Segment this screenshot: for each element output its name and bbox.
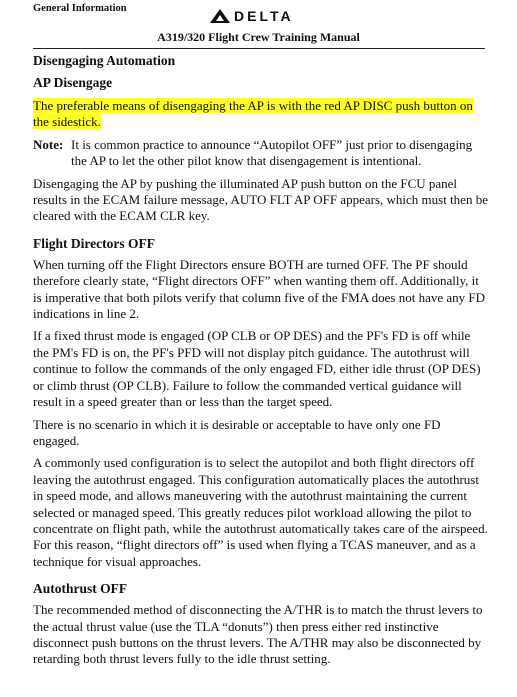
delta-widget-icon	[210, 9, 230, 23]
delta-logo	[210, 8, 294, 24]
note-text: It is common practice to announce “Autopilot OFF” just prior to disengaging the AP to let the other pilot know that disengagement is intentional.	[71, 136, 473, 169]
ap-disengage-heading: AP Disengage	[33, 75, 113, 90]
highlighted-text: The preferable means of disengaging the AP is with the red AP DISC push button on the sidestick.	[33, 98, 473, 130]
section-label: General Information	[33, 3, 127, 14]
flight-directors-paragraph-2: If a fixed thrust mode is engaged (OP CLB or OP DES) and the PF's FD is off while the PM's FD is on, the PF's PFD will not display pitch guidance. The autothrust will continue to follow the commands of the only engaged FD, either idle thrust (OP DES) or climb thrust (OP CLB). Failure to follow the commanded vertical guidance will result in a speed greater than or less than the target speed.	[33, 328, 481, 410]
flight-directors-heading: Flight Directors OFF	[33, 235, 155, 251]
ap-disengage-paragraph: Disengaging the AP by pushing the illuminated AP push button on the FCU panel results in the ECAM failure message, AUTO FLT AP OFF appears, which must then be cleared with the ECAM CLR key.	[33, 175, 488, 224]
flight-directors-paragraph-3: There is no scenario in which it is desirable or acceptable to have only one FD engaged.	[33, 416, 441, 448]
ap-disengage-highlight	[33, 98, 488, 131]
flight-directors-paragraph-1: When turning off the Flight Directors ensure BOTH are turned OFF. The PF should therefore clearly state, “Flight directors OFF” when wanting them off. Additionally, it is imperative that both pilots verify that column five of the FMA does not have any FD indications in line 2.	[33, 256, 486, 322]
note-block	[33, 137, 488, 170]
manual-title: A319/320 Flight Crew Training Manual	[157, 30, 360, 44]
logo-text: DELTA	[234, 8, 294, 24]
header-divider	[33, 48, 485, 49]
document-body	[33, 52, 488, 668]
flight-directors-paragraph-4: A commonly used configuration is to select the autopilot and both flight directors off leaving the autothrust engaged. This configuration automatically places the autothrust in speed mode, and allows maneuvering with the autothrust maintaining the current selected or managed speed. This greatly reduces pilot workload allowing the pilot to concentrate on flight path, while the autothrust automatically takes care of the airspeed. For this reason, “flight directors off” is used when flying a TCAS maneuver, and as a technique for visual approaches.	[33, 455, 488, 569]
autothrust-heading: Autothrust OFF	[33, 581, 128, 597]
autothrust-paragraph-1: The recommended method of disconnecting the A/THR is to match the thrust levers to the actual thrust value (use the TLA “donuts”) then press either red instinctive disconnect push buttons on the thrust levers. The A/THR may also be disconnected by retarding both thrust levers fully to the idle thrust setting.	[33, 602, 483, 667]
page-title: Disengaging Automation	[33, 53, 176, 68]
note-label: Note:	[33, 136, 64, 152]
